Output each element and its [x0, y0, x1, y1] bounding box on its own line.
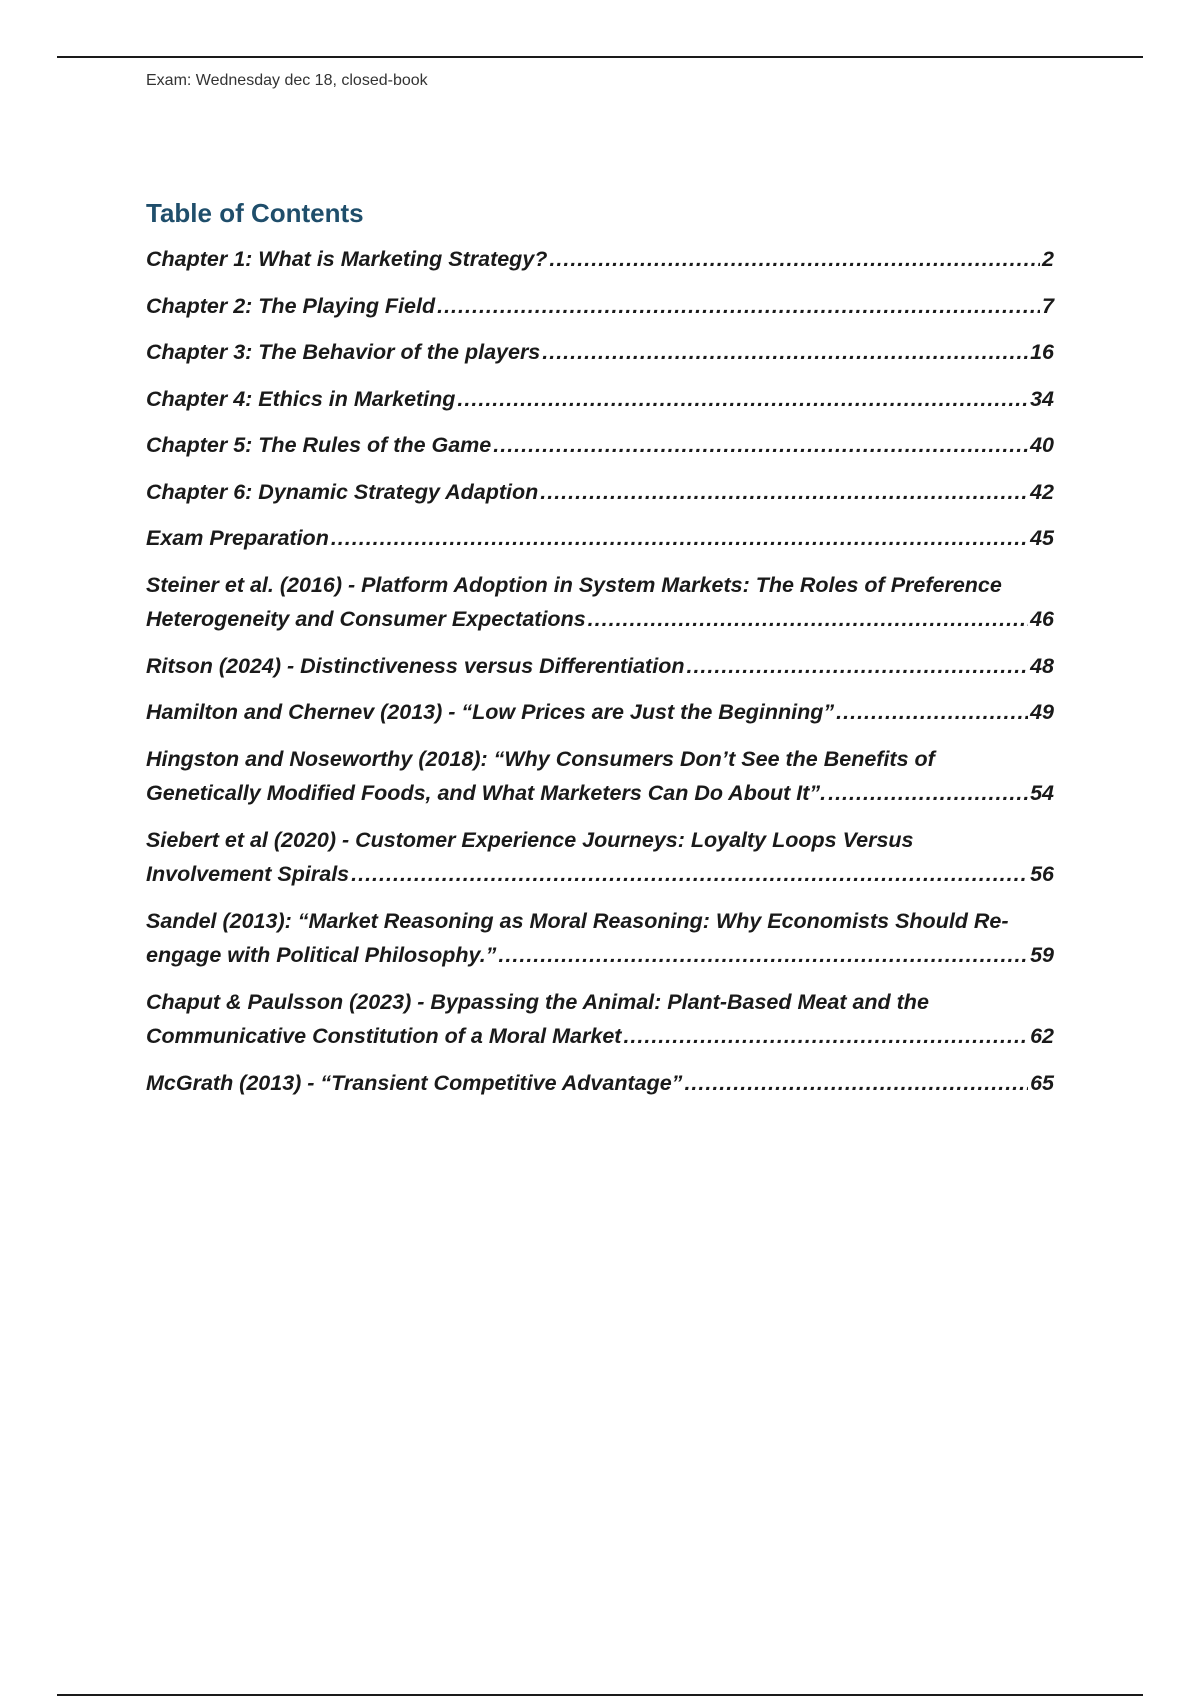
toc-entry-title: Chapter 6: Dynamic Strategy Adaption — [146, 479, 539, 504]
toc-leader-dots — [351, 857, 1028, 892]
toc-leader-dots — [437, 289, 1040, 324]
table-of-contents — [146, 196, 1054, 1112]
toc-page-number: 62 — [1030, 1024, 1054, 1048]
toc-leader-dots — [331, 521, 1028, 556]
toc-page-number: 54 — [1030, 781, 1054, 805]
toc-entry-title: Genetically Modified Foods, and What Marketers Can Do About It”. — [146, 781, 827, 805]
toc-entry-title: Steiner et al. (2016) - Platform Adoption in System Markets: The Roles of Preference — [146, 572, 1002, 597]
toc-entry-title: Chapter 4: Ethics in Marketing — [146, 386, 456, 411]
toc-entry-title: Chaput & Paulsson (2023) - Bypassing the Animal: Plant-Based Meat and the — [146, 989, 929, 1014]
toc-entry[interactable] — [146, 742, 1054, 811]
toc-leader-dots — [542, 335, 1028, 370]
toc-entries — [146, 242, 1054, 1100]
toc-entry-line — [146, 649, 1054, 684]
top-rule — [57, 56, 1143, 58]
toc-page-number: 65 — [1030, 1070, 1054, 1095]
toc-entry-line — [146, 695, 1054, 730]
toc-entry-line — [146, 1019, 1054, 1054]
toc-entry[interactable] — [146, 695, 1054, 730]
toc-leader-dots — [623, 1019, 1028, 1054]
toc-entry-line — [146, 857, 1054, 892]
toc-page-number: 48 — [1030, 653, 1054, 678]
toc-entry[interactable] — [146, 242, 1054, 277]
toc-entry[interactable] — [146, 1066, 1054, 1101]
toc-page-number: 2 — [1042, 247, 1054, 271]
toc-page-number: 34 — [1030, 386, 1054, 411]
toc-entry-line — [146, 382, 1054, 417]
toc-page-number: 40 — [1030, 433, 1054, 457]
toc-page-number: 56 — [1030, 862, 1054, 886]
toc-leader-dots — [588, 602, 1028, 637]
toc-entry-line — [146, 521, 1054, 556]
toc-entry-line — [146, 1066, 1054, 1101]
toc-leader-dots — [686, 649, 1028, 684]
toc-entry-title: Communicative Constitution of a Moral Market — [146, 1024, 622, 1048]
toc-page-number: 49 — [1030, 700, 1054, 724]
toc-leader-dots — [498, 938, 1028, 973]
toc-entry-line — [146, 428, 1054, 463]
toc-page-number: 59 — [1030, 943, 1054, 967]
toc-entry-title: Exam Preparation — [146, 526, 329, 550]
toc-entry-line — [146, 742, 1054, 777]
toc-entry-line — [146, 938, 1054, 973]
toc-entry-line — [146, 242, 1054, 277]
toc-leader-dots — [828, 776, 1028, 811]
toc-title: Table of Contents — [146, 198, 364, 228]
toc-leader-dots — [549, 242, 1040, 277]
toc-entry[interactable] — [146, 823, 1054, 892]
toc-leader-dots — [493, 428, 1028, 463]
toc-entry-line — [146, 985, 1054, 1020]
toc-entry-line — [146, 823, 1054, 858]
toc-entry[interactable] — [146, 568, 1054, 637]
toc-leader-dots — [836, 695, 1028, 730]
toc-entry-line — [146, 289, 1054, 324]
toc-entry-title: Ritson (2024) - Distinctiveness versus Differentiation — [146, 653, 685, 678]
toc-entry-title: Siebert et al (2020) - Customer Experience Journeys: Loyalty Loops Versus — [146, 827, 914, 852]
toc-leader-dots — [457, 382, 1028, 417]
toc-entry-title: Chapter 3: The Behavior of the players — [146, 340, 541, 364]
toc-page-number: 16 — [1030, 340, 1054, 364]
toc-entry[interactable] — [146, 904, 1054, 973]
toc-entry[interactable] — [146, 335, 1054, 370]
toc-entry-title: Hingston and Noseworthy (2018): “Why Consumers Don’t See the Benefits of — [146, 746, 935, 771]
toc-leader-dots — [540, 475, 1028, 510]
toc-entry-line — [146, 602, 1054, 637]
toc-entry-line — [146, 568, 1054, 603]
toc-page-number: 42 — [1030, 479, 1054, 504]
toc-entry-title: Chapter 1: What is Marketing Strategy? — [146, 247, 548, 271]
toc-entry-title: engage with Political Philosophy.” — [146, 943, 497, 967]
toc-entry-title: McGrath (2013) - “Transient Competitive Advantage” — [146, 1070, 683, 1095]
toc-entry-title: Involvement Spirals — [146, 862, 350, 886]
toc-entry[interactable] — [146, 475, 1054, 510]
toc-entry[interactable] — [146, 649, 1054, 684]
toc-entry-line — [146, 776, 1054, 811]
toc-entry-title: Chapter 2: The Playing Field — [146, 293, 436, 318]
toc-entry-line — [146, 335, 1054, 370]
toc-entry-title: Chapter 5: The Rules of the Game — [146, 433, 492, 457]
toc-entry[interactable] — [146, 521, 1054, 556]
toc-page-number: 45 — [1030, 526, 1054, 550]
toc-entry[interactable] — [146, 985, 1054, 1054]
toc-entry-line — [146, 904, 1054, 939]
header-note: Exam: Wednesday dec 18, closed-book — [146, 72, 428, 89]
toc-entry-title: Sandel (2013): “Market Reasoning as Moral Reasoning: Why Economists Should Re- — [146, 908, 1009, 933]
toc-leader-dots — [684, 1066, 1028, 1101]
toc-entry[interactable] — [146, 382, 1054, 417]
bottom-rule — [57, 1694, 1143, 1696]
toc-entry[interactable] — [146, 289, 1054, 324]
toc-page-number: 46 — [1030, 607, 1054, 631]
toc-page-number: 7 — [1042, 293, 1054, 318]
toc-entry-title: Hamilton and Chernev (2013) - “Low Prices are Just the Beginning” — [146, 700, 835, 724]
toc-entry[interactable] — [146, 428, 1054, 463]
toc-entry-line — [146, 475, 1054, 510]
toc-entry-title: Heterogeneity and Consumer Expectations — [146, 607, 586, 631]
